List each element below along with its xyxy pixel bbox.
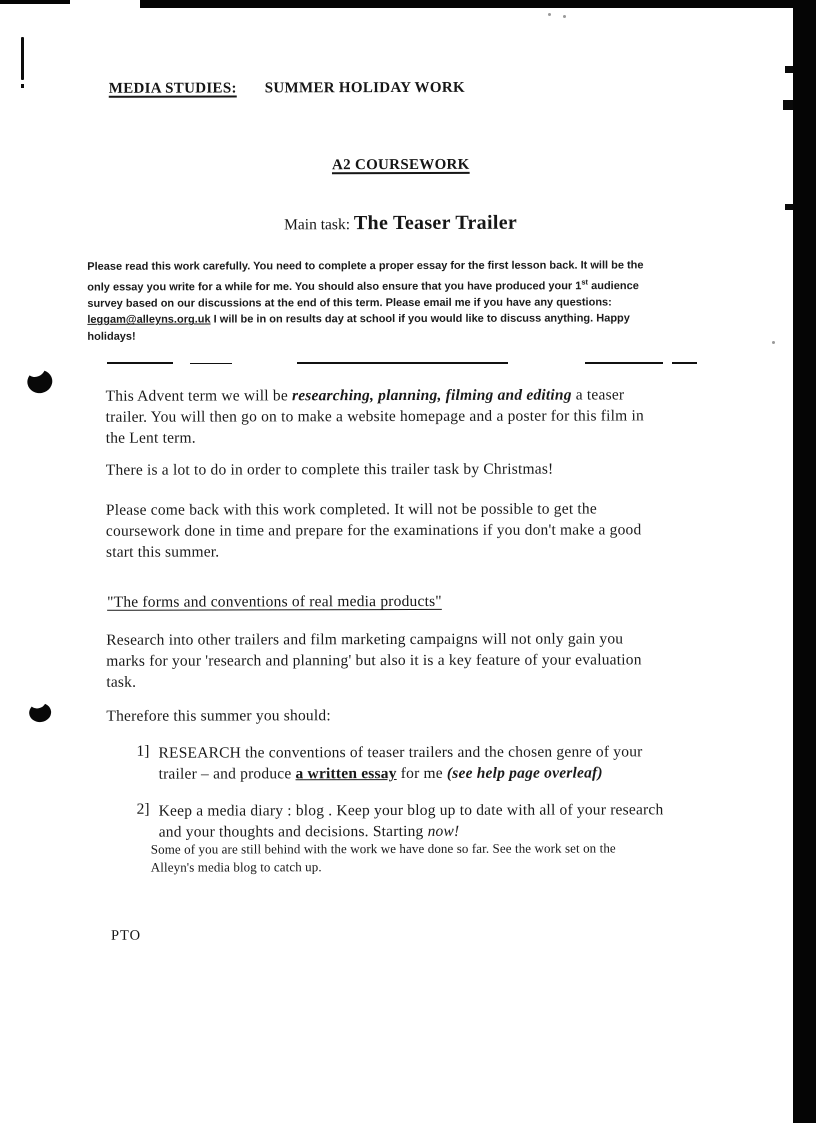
email-link[interactable]: leggam@alleyns.org.uk	[87, 313, 211, 327]
body-line: Please come back with this work completed. It will not be possible to get the	[105, 500, 597, 519]
subnote-line: Some of you are still behind with the work we have done so far. See the work set on the	[150, 840, 616, 857]
body-line	[159, 762, 643, 784]
coursework-heading: A2 COURSEWORK	[331, 156, 470, 174]
subnote-line: Alleyn's media blog to catch up.	[150, 859, 322, 875]
body-line: RESEARCH the conventions of teaser trailers and the chosen genre of your	[158, 743, 643, 762]
paragraph-research	[106, 628, 642, 692]
body-text: This Advent term we will be	[105, 387, 292, 405]
main-task-prefix: Main task:	[284, 216, 354, 234]
body-line: marks for your 'research and planning' but also it is a key feature of your evaluation	[106, 651, 642, 670]
intro-line	[87, 274, 643, 296]
intro-text: only essay you write for a while for me. You should also ensure that you have produced your 1	[87, 279, 582, 294]
body-text: and your thoughts and decisions. Starting	[158, 822, 428, 841]
paragraph-come-back	[106, 498, 642, 562]
intro-line: holidays!	[87, 330, 136, 343]
intro-text: I will be in on results day at school if you would like to discuss anything. Happy	[210, 312, 630, 326]
paragraph-advent-term	[106, 384, 644, 448]
body-line: trailer. You will then go on to make a website homepage and a poster for this film in	[105, 407, 644, 426]
main-task-line	[284, 212, 517, 236]
body-line: Keep a media diary : blog . Keep your blog up to date with all of your research	[158, 801, 664, 820]
italic-note: (see help page overleaf)	[446, 764, 603, 782]
emphasis-text: researching, planning, filming and editing	[291, 386, 572, 405]
intro-paragraph	[87, 257, 644, 345]
body-line: start this summer.	[105, 543, 220, 561]
list-item-media-diary	[159, 799, 664, 842]
body-line: task.	[106, 673, 137, 691]
pto-label: PTO	[110, 927, 142, 944]
document-header	[109, 80, 465, 98]
subject-label: MEDIA STUDIES:	[108, 80, 237, 97]
intro-text: audience	[588, 279, 639, 292]
section-heading: "The forms and conventions of real media products"	[107, 592, 442, 611]
list-number-2: 2]	[136, 800, 150, 818]
body-text: trailer – and produce	[158, 765, 296, 783]
paragraph-lot-to-do: There is a lot to do in order to complete this trailer task by Christmas!	[105, 460, 554, 479]
body-line: the Lent term.	[105, 429, 196, 447]
body-line	[106, 384, 644, 406]
list-item-research-essay	[158, 741, 642, 784]
superscript-st: st	[581, 277, 589, 287]
body-text: a teaser	[571, 386, 625, 404]
page-title: SUMMER HOLIDAY WORK	[264, 79, 465, 97]
intro-line: survey based on our discussions at the end of this term. Please email me if you have any questions:	[87, 296, 612, 310]
body-line: Research into other trailers and film marketing campaigns will not only gain you	[106, 630, 624, 649]
list-item-subnote	[151, 839, 616, 876]
main-task-title: The Teaser Trailer	[353, 211, 518, 235]
intro-line: Please read this work carefully. You need to complete a proper essay for the first lesson back. It will be the	[87, 259, 644, 273]
list-number-1: 1]	[136, 742, 150, 760]
underlined-text: a written essay	[295, 765, 397, 783]
intro-line	[87, 311, 643, 329]
body-text: for me	[396, 764, 447, 783]
paragraph-therefore: Therefore this summer you should:	[106, 707, 331, 725]
body-line: coursework done in time and prepare for the examinations if you don't make a good	[105, 521, 642, 540]
italic-text: now!	[427, 822, 460, 840]
